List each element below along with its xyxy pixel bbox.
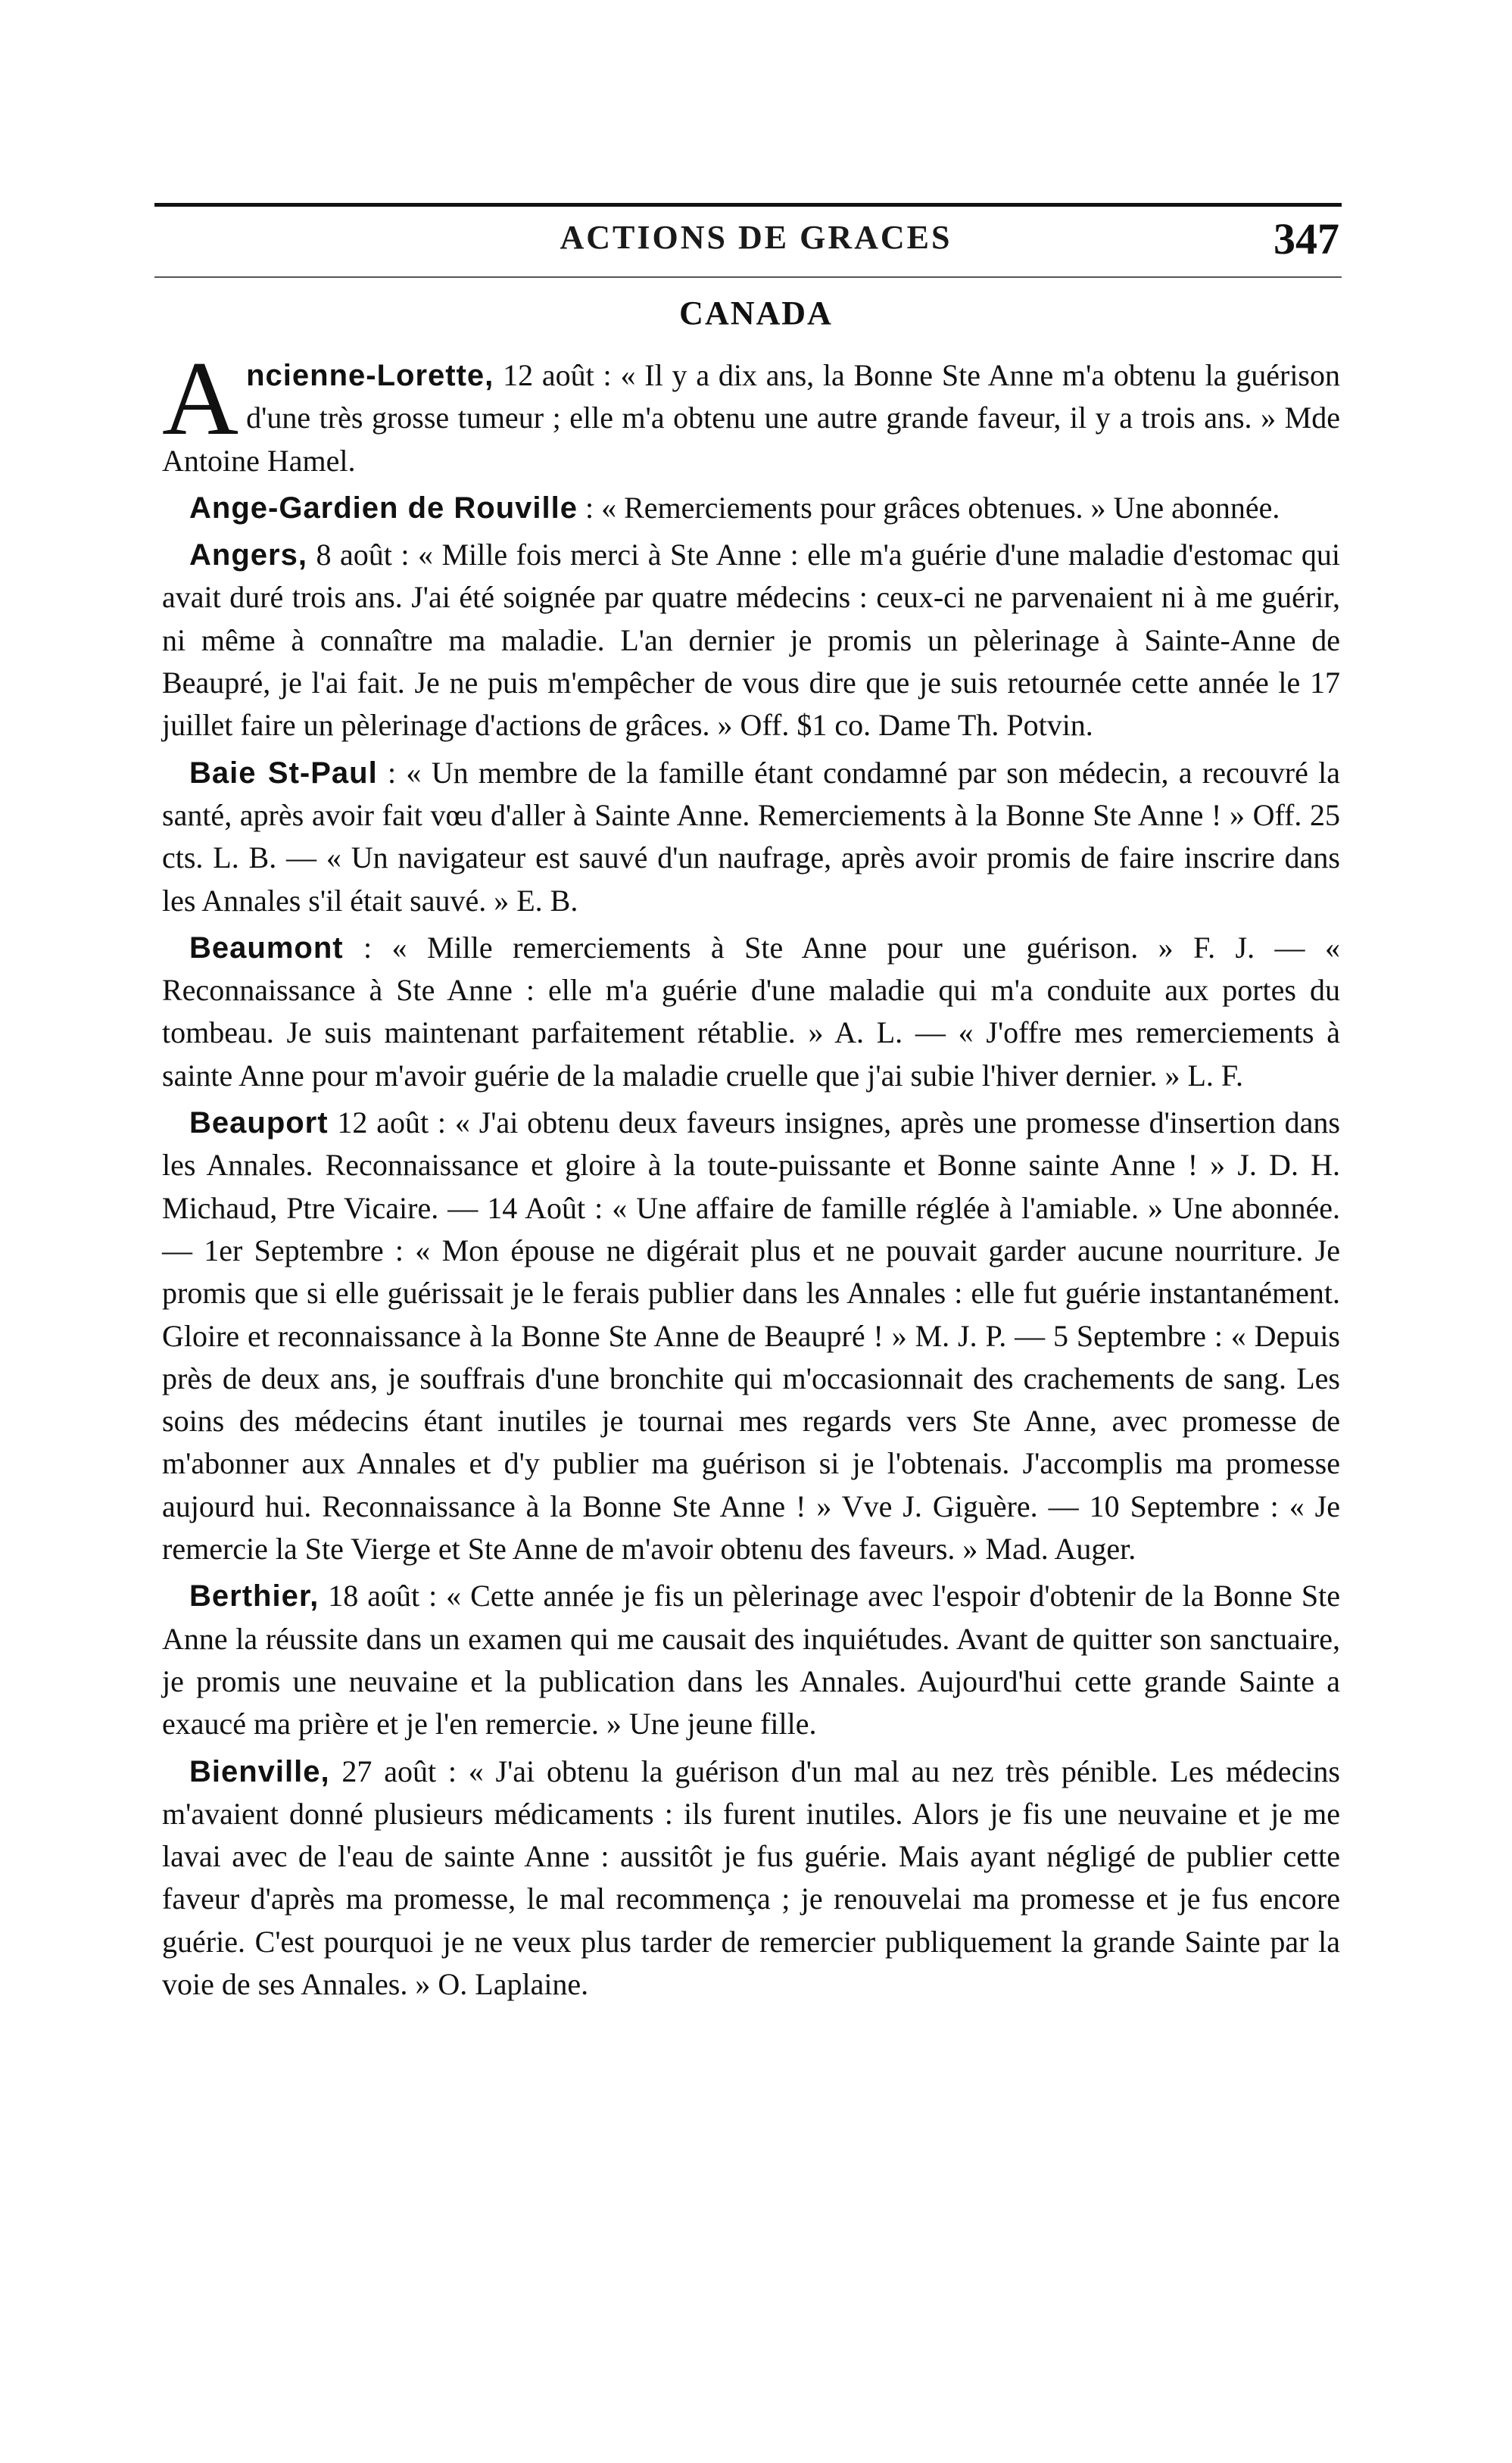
entry-text: : « Remerciements pour grâces obtenues. » Une abonnée. — [577, 490, 1280, 525]
entry-berthier — [162, 1575, 1340, 1745]
entry-text: 18 août : « Cette année je fis un pèlerinage avec l'espoir d'obtenir de la Bonne Ste Anne la réussite dans un examen qui me causait des inquiétudes. Avant de quitter son sanctuaire, je promis une neuvaine et la publication dans les Annales. Aujourd'hui cette grande Sainte a exaucé ma prière et je l'en remercie. » Une jeune fille. — [162, 1579, 1340, 1741]
entry-place: Ange-Gardien de Rouville — [189, 491, 578, 525]
entry-bienville — [162, 1751, 1340, 2006]
entry-ange-gardien — [162, 487, 1340, 529]
entry-place: Beauport — [189, 1106, 329, 1140]
drop-cap: A — [162, 340, 239, 457]
entry-text: 27 août : « J'ai obtenu la guérison d'un mal au nez très pénible. Les médecins m'avaient donné plusieurs médicaments : ils furent inutiles. Alors je fis une neuvaine et je me lavai avec de l'eau de sainte Anne : aussitôt je fus guérie. Mais ayant négligé de publier cette faveur d'après ma promesse, le mal recommença ; je renouvelai ma promesse et je fus encore guérie. C'est pourquoi je ne veux plus tarder de remercier publiquement la grande Sainte par la voie de ses Annales. » O. Laplaine. — [162, 1754, 1340, 2001]
entry-place: Beaumont — [189, 931, 344, 965]
running-header-title: ACTIONS DE GRACES — [560, 219, 952, 256]
entry-text: 8 août : « Mille fois merci à Ste Anne : elle m'a guérie d'une maladie d'estomac qui avait duré trois ans. J'ai été soignée par quatre médecins : ceux-ci ne parvenaient ni à me guérir, ni même à connaître ma maladie. L'an dernier je promis un pèlerinage à Sainte-Anne de Beaupré, je l'ai fait. Je ne puis m'empêcher de vous dire que je suis retournée cette année le 17 juillet faire un pèlerinage d'actions de grâces. » Off. $1 co. Dame Th. Potvin. — [162, 538, 1340, 743]
body-text — [162, 340, 1340, 2010]
entry-place: Bienville, — [189, 1754, 330, 1788]
entry-beauport — [162, 1102, 1340, 1570]
entry-beaumont — [162, 927, 1340, 1097]
entry-place: Berthier, — [189, 1579, 320, 1613]
entry-ancienne-lorette — [162, 340, 1340, 482]
entry-place: Baie St-Paul — [189, 756, 378, 790]
header-rule-top — [154, 203, 1342, 207]
entry-baie-st-paul — [162, 752, 1340, 922]
section-title: CANADA — [679, 295, 833, 332]
page-number: 347 — [1274, 214, 1339, 263]
entry-text: : « Un membre de la famille étant condamné par son médecin, a recouvré la santé, après avoir fait vœu d'aller à Sainte Anne. Remerciements à la Bonne Ste Anne ! » Off. 25 cts. L. B. — « Un navigateur est sauvé d'un naufrage, après avoir promis de faire inscrire dans les Annales s'il était sauvé. » E. B. — [162, 755, 1340, 918]
entry-place: ncienne-Lorette, — [246, 359, 494, 392]
entry-place: Angers, — [189, 538, 307, 572]
entry-text: 12 août : « Il y a dix ans, la Bonne Ste Anne m'a obtenu la guérison d'une très grosse tumeur ; elle m'a obtenu une autre grande faveur, il y a trois ans. » Mde Antoine Hamel. — [162, 358, 1340, 478]
entry-text: 12 août : « J'ai obtenu deux faveurs insignes, après une promesse d'insertion dans les Annales. Reconnaissance et gloire à la toute-puissante et Bonne sainte Anne ! » J. D. H. Michaud, Ptre Vicaire. — 14 Août : « Une affaire de famille réglée à l'amiable. » Une abonnée. — 1er Septembre : « Mon épouse ne digérait plus et ne pouvait garder aucune nourriture. Je promis que si elle guérissait je le ferais publier dans les Annales : elle fut guérie instantanément. Gloire et reconnaissance à la Bonne Ste Anne de Beaupré ! » M. J. P. — 5 Septembre : « Depuis près de deux ans, je souffrais d'une bronchite qui m'occasionnait des crachements de sang. Les soins des médecins étant inutiles je tournai mes regards vers Ste Anne, avec promesse de m'abonner aux Annales et d'y publier ma guérison si je l'obtenais. J'accomplis ma promesse aujourd hui. Reconnaissance à la Bonne Ste Anne ! » Vve J. Giguère. — 10 Septembre : « Je remercie la Ste Vierge et Ste Anne de m'avoir obtenu des faveurs. » Mad. Auger. — [162, 1105, 1340, 1567]
entry-angers — [162, 534, 1340, 747]
entry-text: : « Mille remerciements à Ste Anne pour une guérison. » F. J. — « Reconnaissance à Ste Anne : elle m'a guérie d'une maladie qui m'a conduite aux portes du tombeau. Je suis maintenant parfaitement rétablie. » A. L. — « J'offre mes remerciements à sainte Anne pour m'avoir guérie de la maladie cruelle que j'ai subie l'hiver dernier. » L. F. — [162, 930, 1340, 1093]
header-rule-bottom — [154, 276, 1342, 278]
